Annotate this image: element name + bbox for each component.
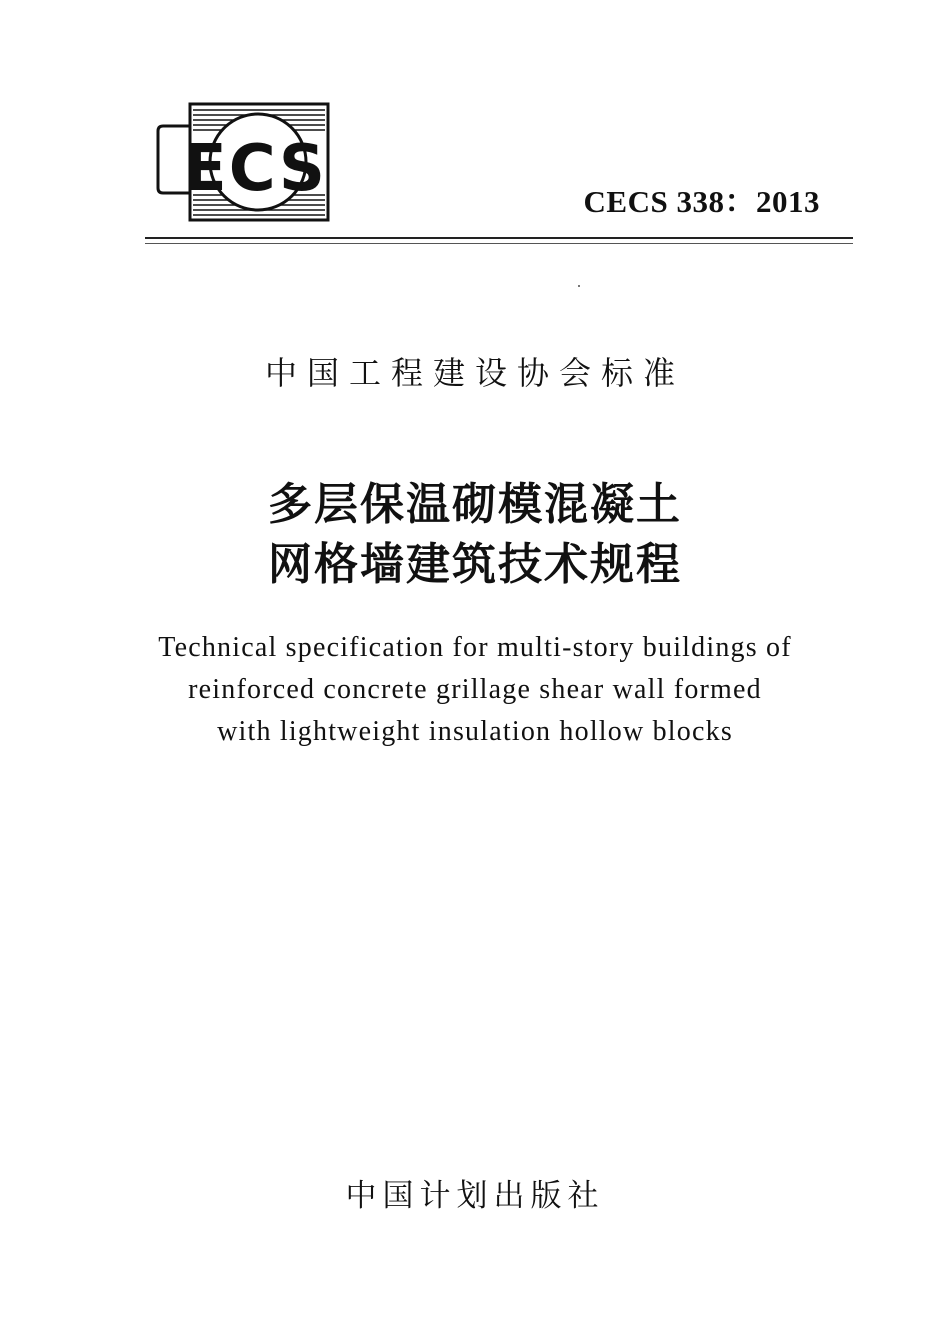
speck	[578, 285, 580, 287]
association-label: 中国工程建设协会标准	[264, 354, 685, 392]
standard-code: CECS 338：2013	[583, 184, 820, 219]
title-en-line1: Technical specification for multi-story buildings of	[158, 632, 792, 663]
ecs-logo	[155, 100, 350, 225]
header-rule-thin	[145, 243, 853, 244]
publisher-name: 中国计划出版社	[345, 1178, 605, 1214]
title-en-line3: with lightweight insulation hollow blocks	[217, 716, 733, 747]
header-rule	[145, 237, 853, 239]
svg-text:ECS: ECS	[183, 132, 327, 206]
title-cn-line1: 多层保温砌模混凝土	[268, 479, 682, 530]
title-en-line2: reinforced concrete grillage shear wall formed	[188, 674, 762, 705]
title-cn-line2: 网格墙建筑技术规程	[268, 539, 682, 590]
